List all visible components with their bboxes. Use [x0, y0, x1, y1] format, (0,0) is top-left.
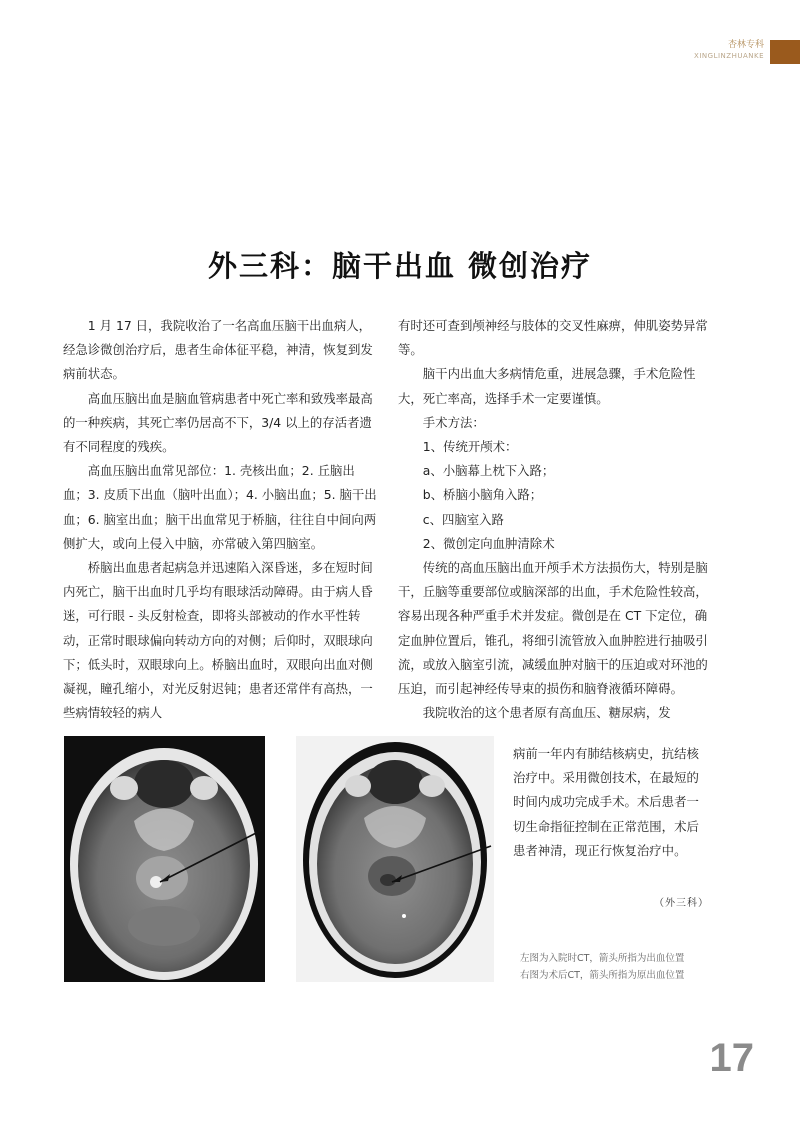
ct-scan-admission-image	[64, 736, 265, 982]
corner-accent-block	[770, 40, 800, 64]
left-column	[63, 314, 378, 725]
method-subitem: b、桥脑小脑角入路；	[422, 487, 543, 503]
article-title: 外三科：脑干出血 微创治疗	[207, 249, 593, 284]
methods-heading: 手术方法：	[422, 414, 485, 430]
paragraph: 桥脑出血患者起病急并迅速陷入深昏迷，多在短时间内死亡，脑干出血时几乎均有眼球活动障碍。由于病人昏迷，可行眼 - 头反射检查，即将头部被动的作水平性转动，正常时眼球偏向转动方向的对侧；后仰时，双眼球向下；低头时，双眼球向上。桥脑出血时，双眼向出血对侧凝视，瞳孔缩小，对光反射迟钝；患者还常伴有高热，一些病情较轻的病人	[63, 560, 373, 721]
paragraph: 脑干内出血大多病情危重，进展急骤，手术危险性大，死亡率高，选择手术一定要谨慎。	[398, 366, 696, 406]
department-signature: （外三科）	[654, 898, 709, 909]
paragraph-continuation: 有时还可查到颅神经与肢体的交叉性麻痹，伸肌姿势异常等。	[398, 318, 708, 358]
section-header	[694, 40, 764, 61]
method-subitem: c、四脑室入路	[422, 511, 504, 527]
method-item: 2、微创定向血肿清除术	[422, 535, 555, 551]
paragraph: 传统的高血压脑出血开颅手术方法损伤大，特别是脑干，丘脑等重要部位或脑深部的出血，手术危险性较高，容易出现各种严重手术并发症。微创是在 CT 下定位，确定血肿位置后，锥孔，将细引流管放入血肿腔进行抽吸引流，或放入脑室引流，减缓血肿对脑干的压迫或对环池的压迫，而引起神经传导束的损伤和脑脊液循环障碍。	[398, 560, 708, 697]
paragraph-lead: 我院收治的这个患者原有高血压、糖尿病，发	[422, 705, 671, 721]
page-number: 17	[709, 1036, 754, 1080]
section-name-en: XINGLINZHUANKE	[694, 52, 764, 60]
method-subitem: a、小脑幕上枕下入路；	[422, 463, 555, 479]
section-name-cn: 杏林专科	[727, 40, 764, 50]
paragraph: 1 月 17 日，我院收治了一名高血压脑干出血病人，经急诊微创治疗后，患者生命体征平稳，神清，恢复到发病前状态。	[63, 318, 373, 382]
caption-line: 左图为入院时CT，箭头所指为出血位置	[520, 953, 685, 964]
caption-line: 右图为术后CT，箭头所指为原出血位置	[520, 970, 685, 981]
paragraph-continuation: 病前一年内有肺结核病史，抗结核治疗中。采用微创技术，在最短的时间内成功完成手术。术后患者一切生命指征控制在正常范围，术后患者神清，现正行恢复治疗中。	[513, 746, 699, 858]
paragraph: 高血压脑出血是脑血管病患者中死亡率和致残率最高的一种疾病，其死亡率仍居高不下，3/4 以上的存活者遗有不同程度的残疾。	[63, 390, 373, 455]
image-caption	[520, 950, 684, 984]
ct-scan-postoperative-image	[296, 736, 494, 982]
paragraph: 高血压脑出血常见部位：1. 壳核出血；2. 丘脑出血；3. 皮质下出血（脑叶出血）；4. 小脑出血；5. 脑干出血；6. 脑室出血；脑干出血常见于桥脑，往往自中间向两侧扩大，或向上侵入中脑，亦常破入第四脑室。	[63, 463, 377, 551]
right-column-wrap	[513, 742, 710, 863]
right-column	[398, 314, 710, 725]
method-item: 1、传统开颅术：	[422, 439, 518, 455]
